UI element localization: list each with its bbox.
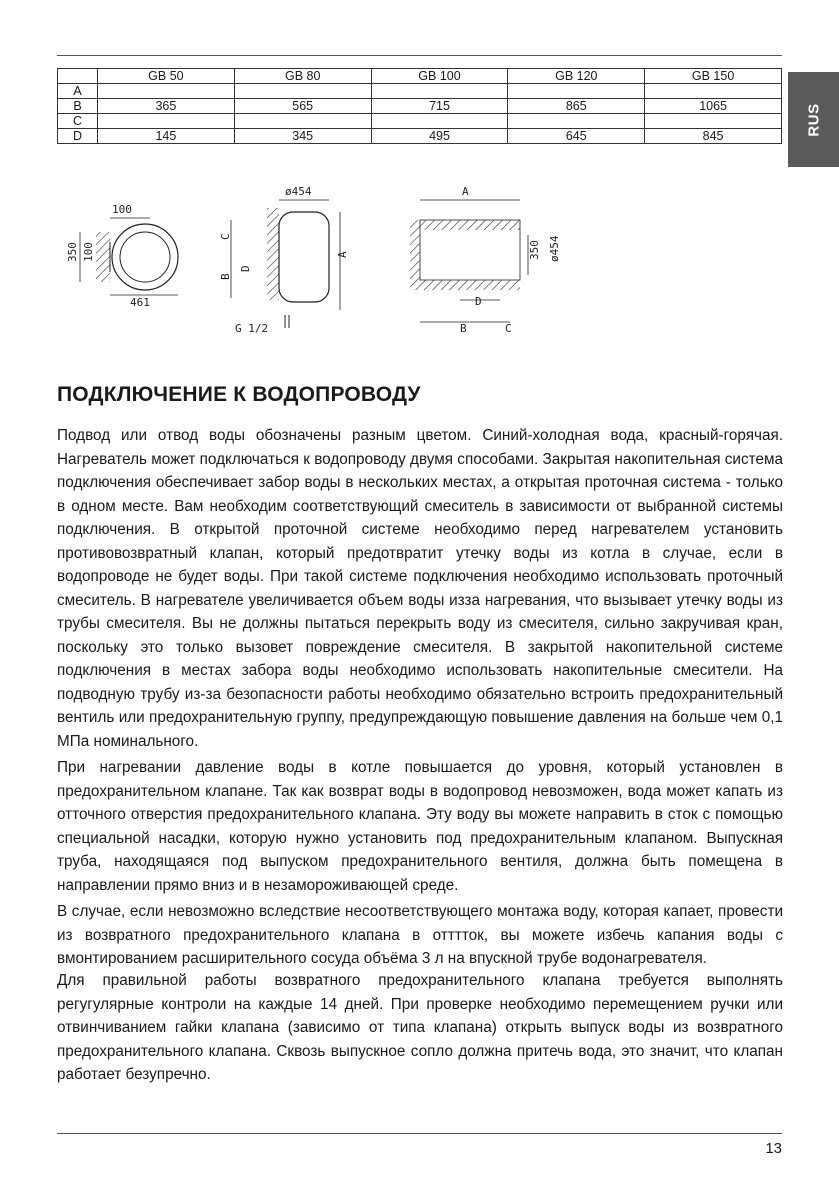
table-header-cell: GB 50: [98, 69, 235, 84]
paragraph-4: Для правильной работы возвратного предохранительного клапана требуется выполнять регугулярные контроли на каждые 14 дней. При проверке необходимо перемещением ручки или отвинчиванием гайки клапана (зависимо от типа клапана) открыть выпуск воды из возвратного предохранительного клапана. Сквозь выпускное сопло должна притечь вода, это значит, что клапан работает безупречно.: [57, 972, 783, 1083]
language-tab-label: RUS: [805, 102, 822, 137]
wall-hatch: [267, 208, 279, 300]
pipe-label: G 1/2: [235, 322, 269, 335]
table-row: [58, 99, 782, 114]
dim-350-right: 350: [528, 240, 541, 260]
table-cell: 845: [645, 129, 782, 144]
table-cell: [371, 84, 508, 99]
tank-inner: [120, 232, 170, 282]
table-cell: 345: [234, 129, 371, 144]
paragraph-1: Подвод или отвод воды обозначены разным цветом. Синий-холодная вода, красный-горячая. Нагреватель может подключаться к водопроводу двумя способами. Закрытая накопительная система подключения обеспечивает забор воды в нескольких местах, а открытая проточная система - только в одном месте. Вам необходим соответствующий смеситель в зависимости от выбранной системы подключения. В открытой проточной системе необходимо перед нагревателем установить противовозвратный клапан, который предотвратит утечку воды из котла в случае, если в водопроводе не будет воды. При такой системе подключения необходимо использовать проточный смеситель. В нагревателе увеличивается объем воды изза нагревания, что вызывает утечку воды из трубы смесителя. Вы не должны пытаться перекрыть воду из смесителя, сильно закручивая кран, поскольку это только вызовет повреждение смесителя. В закрытой накопительной системе подключения в местах забора воды необходимо использовать накопительные смесители. На подводную трубу из-за безопасности работы необходимо обязательно встроить предохранительный вентиль или предохранительную группу, предупреждающую повышение давления на больше чем 0,1 МПа номинального.: [57, 427, 783, 750]
row-label: B: [58, 99, 98, 114]
installation-diagrams: [50, 180, 590, 340]
table-cell: [508, 114, 645, 129]
dim-b-right: B: [460, 322, 467, 335]
dim-d: D: [239, 265, 252, 272]
table-header-cell: GB 80: [234, 69, 371, 84]
dim-a-top: A: [462, 185, 469, 198]
table-cell: 495: [371, 129, 508, 144]
wall-hatch: [96, 232, 110, 282]
side-view-diagram: [219, 185, 349, 335]
table-cell: [98, 114, 235, 129]
dim-diameter: ø454: [285, 185, 312, 198]
table-header-cell: GB 100: [371, 69, 508, 84]
dim-100-side: 100: [82, 242, 95, 262]
front-view-diagram: [66, 203, 178, 309]
tank-side: [279, 212, 329, 302]
table-header-cell: [58, 69, 98, 84]
dim-b: B: [219, 273, 232, 280]
dim-c-right: C: [505, 322, 512, 335]
table-row: [58, 114, 782, 129]
section-heading: ПОДКЛЮЧЕНИЕ К ВОДОПРОВОДУ: [57, 383, 421, 406]
page-number: 13: [765, 1140, 782, 1157]
table-cell: 1065: [645, 99, 782, 114]
row-label: A: [58, 84, 98, 99]
table-row: [58, 129, 782, 144]
paragraph-2: При нагревании давление воды в котле повышается до уровня, который установлен в предохранительном клапане. Так как возврат воды в водопровод невозможен, вода может капать из отточного отверстия предохранительного клапана. Эту воду вы можете направить в сток с помощью специальной насадки, которую нужно установить под предохранительным клапаном. Выпускная труба, находящаяся под выпуском предохранительного вентиля, должна быть помещена в направлении прямо вниз и в незамороживающей среде.: [57, 759, 783, 894]
dim-a: A: [336, 251, 349, 258]
dim-c: C: [219, 233, 232, 240]
table-cell: [371, 114, 508, 129]
table-cell: [645, 84, 782, 99]
table-cell: 715: [371, 99, 508, 114]
table-cell: [645, 114, 782, 129]
table-cell: 365: [98, 99, 235, 114]
top-rule: [57, 55, 782, 56]
dimensions-table: [57, 68, 782, 144]
paragraph-3: В случае, если невозможно вследствие несоответствующего монтажа воду, которая капает, провести из возвратного предохранительного клапана в отттток, вы можете избечь капания воды с вмонтированием расширительного сосуда объёма 3 л на впускной трубе водонагревателя.: [57, 903, 783, 967]
table-cell: [234, 84, 371, 99]
dim-100-top: 100: [112, 203, 132, 216]
table-cell: 145: [98, 129, 235, 144]
tank-outline: [112, 224, 178, 290]
dim-461: 461: [130, 296, 150, 309]
table-header-cell: GB 120: [508, 69, 645, 84]
table-header-cell: GB 150: [645, 69, 782, 84]
dim-350: 350: [66, 242, 79, 262]
top-view-diagram: [410, 185, 561, 335]
language-tab: [788, 72, 839, 167]
dim-diameter-right: ø454: [548, 235, 561, 262]
bottom-rule: [57, 1133, 782, 1134]
row-label: C: [58, 114, 98, 129]
table-cell: [508, 84, 645, 99]
table-header-row: [58, 69, 782, 84]
table-cell: 565: [234, 99, 371, 114]
table-cell: 865: [508, 99, 645, 114]
table-cell: 645: [508, 129, 645, 144]
table-cell: [98, 84, 235, 99]
table-row: [58, 84, 782, 99]
table-cell: [234, 114, 371, 129]
row-label: D: [58, 129, 98, 144]
dim-d-right: D: [475, 295, 482, 308]
